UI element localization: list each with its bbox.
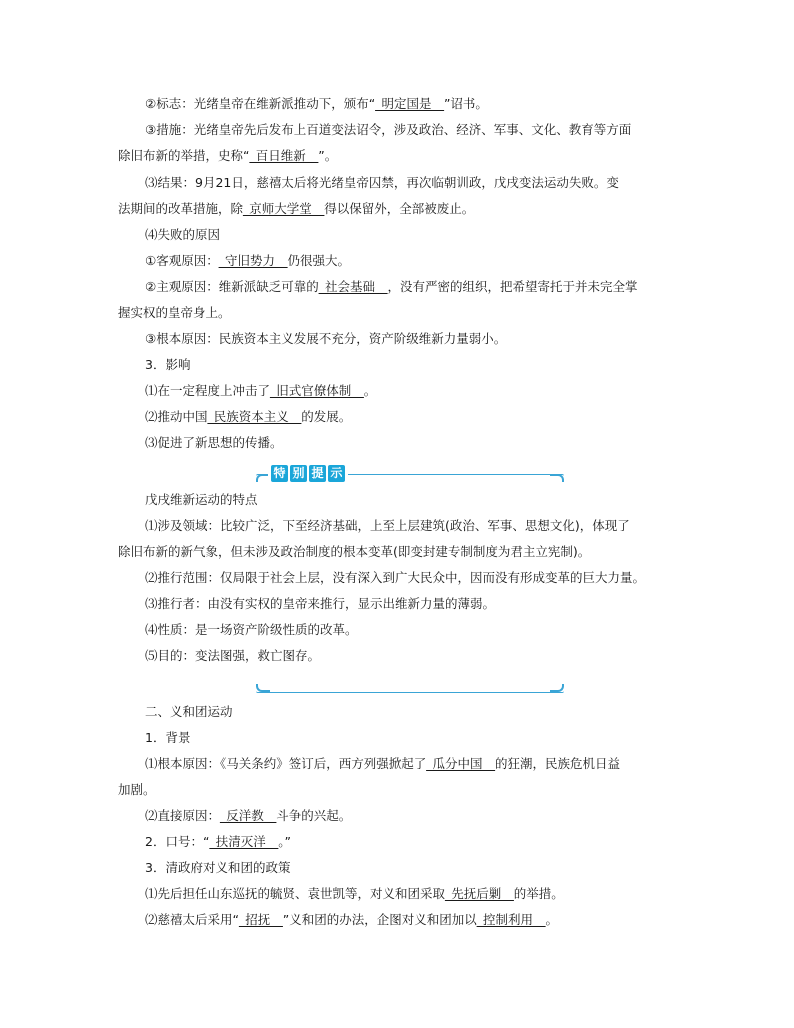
fill-blank-answer: _百日维新__ — [249, 148, 319, 163]
text-segment: ②标志：光绪皇帝在维新派推动下，颁布“ — [145, 96, 376, 111]
tip-label-char: 特 — [271, 465, 288, 482]
text-segment: 1．背景 — [145, 730, 191, 745]
text-segment: 。” — [278, 834, 291, 849]
fill-blank-answer: _京师大学堂__ — [243, 201, 325, 216]
text-line — [145, 121, 631, 139]
text-line — [118, 543, 590, 561]
fill-blank-answer: _瓜分中国__ — [426, 756, 496, 771]
text-segment: 除旧布新的举措，史称“ — [118, 148, 250, 163]
text-segment: 除旧布新的新气象，但未涉及政治制度的根本变革(即变封建专制制度为君主立宪制)。 — [118, 544, 591, 559]
text-segment: ⑴在一定程度上冲击了 — [145, 383, 271, 398]
text-segment: ⑵直接原因： — [145, 808, 221, 823]
text-segment: ⑵慈禧太后采用“ — [145, 912, 239, 927]
text-segment: 。 — [545, 912, 559, 927]
text-segment: 握实权的皇帝身上。 — [118, 305, 231, 320]
text-line — [145, 517, 630, 535]
text-segment: 法期间的改革措施，除 — [118, 201, 244, 216]
text-line — [118, 147, 337, 165]
text-segment: ⑷性质：是一场资产阶级性质的改革。 — [145, 622, 358, 637]
fill-blank-answer: _控制利用__ — [476, 912, 546, 927]
text-segment: ③根本原因：民族资本主义发展不充分，资产阶级维新力量弱小。 — [145, 331, 507, 346]
text-segment: ⑶结果：9月21日，慈禧太后将光绪皇帝囚禁，再次临朝训政，戊戌变法运动失败。变 — [145, 175, 619, 190]
text-segment: ⑴根本原因：《马关条约》签订后，西方列强掀起了 — [145, 756, 427, 771]
text-segment: 的狂潮，民族危机日益 — [495, 756, 621, 771]
text-segment: 3．清政府对义和团的政策 — [145, 860, 291, 875]
text-segment: ②主观原因：维新派缺乏可靠的 — [145, 279, 319, 294]
fill-blank-answer: _社会基础__ — [318, 279, 388, 294]
text-segment: ⑸目的：变法图强，救亡图存。 — [145, 648, 321, 663]
text-line — [145, 356, 190, 374]
fill-blank-answer: _守旧势力__ — [218, 253, 288, 268]
text-segment: ⑷失败的原因 — [145, 227, 221, 242]
text-segment: ③措施：光绪皇帝先后发布上百道变法诏令，涉及政治、经济、军事、文化、教育等方面 — [145, 122, 632, 137]
text-segment: 的举措。 — [513, 886, 564, 901]
text-line — [145, 569, 645, 587]
text-segment: 3．影响 — [145, 357, 191, 372]
text-line — [145, 885, 564, 903]
text-segment: 戊戌维新运动的特点 — [145, 492, 258, 507]
text-segment: 二、义和团运动 — [145, 704, 233, 719]
text-line — [145, 647, 320, 665]
text-segment: ，没有严密的组织，把希望寄托于并未完全掌 — [387, 279, 638, 294]
tip-label-char: 别 — [290, 465, 307, 482]
tip-label-char: 提 — [309, 465, 326, 482]
text-line — [145, 595, 495, 613]
fill-blank-answer: _明定国是__ — [375, 96, 444, 111]
text-segment: ⑶推行者：由没有实权的皇帝来推行，显示出维新力量的薄弱。 — [145, 596, 496, 611]
text-segment: 的发展。 — [301, 409, 352, 424]
fill-blank-answer: _民族资本主义__ — [207, 409, 302, 424]
tip-label — [268, 465, 348, 484]
text-segment: ”义和团的办法，企图对义和团加以 — [282, 912, 477, 927]
text-segment: ”。 — [318, 148, 338, 163]
text-line — [145, 278, 638, 296]
text-segment: 仍很强大。 — [287, 253, 350, 268]
text-line — [118, 304, 231, 322]
text-line — [145, 621, 358, 639]
fill-blank-answer: _扶清灭洋__ — [209, 834, 279, 849]
text-segment: ⑶促进了新思想的传播。 — [145, 435, 283, 450]
text-line — [145, 491, 258, 509]
tip-bottom-border — [256, 688, 564, 693]
text-line — [145, 382, 376, 400]
text-line — [145, 226, 220, 244]
fill-blank-answer: _反洋教__ — [220, 808, 277, 823]
text-line — [145, 408, 351, 426]
text-line — [145, 174, 619, 192]
text-line — [145, 330, 506, 348]
text-line — [145, 252, 350, 270]
text-line — [145, 703, 233, 721]
text-segment: ⑴涉及领域：比较广泛，下至经济基础，上至上层建筑(政治、军事、思想文化)，体现了 — [145, 518, 630, 533]
text-line — [145, 833, 291, 851]
tip-corner-tr — [550, 474, 564, 482]
text-segment: 加剧。 — [118, 782, 156, 797]
fill-blank-answer: _招抚__ — [238, 912, 283, 927]
text-segment: ”诏书。 — [443, 96, 488, 111]
text-line — [145, 911, 558, 929]
text-segment: 2．口号：“ — [145, 834, 210, 849]
tip-label-char: 示 — [328, 465, 345, 482]
fill-blank-answer: _旧式官僚体制__ — [270, 383, 364, 398]
text-segment: 得以保留外，全部被废止。 — [324, 201, 475, 216]
text-line — [145, 755, 620, 773]
text-segment: 斗争的兴起。 — [276, 808, 352, 823]
fill-blank-answer: _先抚后剿__ — [445, 886, 514, 901]
text-line — [118, 200, 474, 218]
text-line — [145, 729, 190, 747]
text-line — [118, 781, 156, 799]
text-segment: ①客观原因： — [145, 253, 219, 268]
text-line — [145, 434, 283, 452]
text-line — [145, 95, 488, 113]
text-segment: ⑵推行范围：仅局限于社会上层，没有深入到广大民众中，因而没有形成变革的巨大力量。 — [145, 570, 646, 585]
text-segment: ⑴先后担任山东巡抚的毓贤、袁世凯等，对义和团采取 — [145, 886, 446, 901]
text-line — [145, 859, 290, 877]
tip-corner-bl — [256, 684, 270, 692]
text-line — [145, 807, 351, 825]
text-segment: 。 — [363, 383, 377, 398]
text-segment: ⑵推动中国 — [145, 409, 208, 424]
